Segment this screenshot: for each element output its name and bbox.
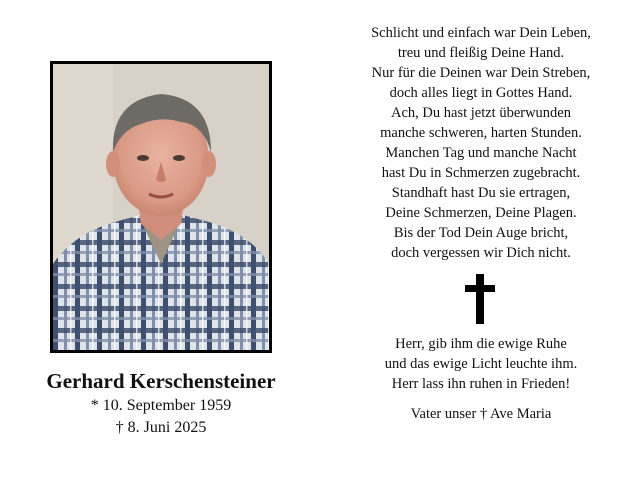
- poem-line: Manchen Tag und manche Nacht: [385, 145, 577, 161]
- poem-line: Schlicht und einfach war Dein Leben,: [371, 25, 591, 41]
- latin-cross-icon: [462, 274, 498, 324]
- deceased-name: Gerhard Kerschensteiner: [46, 369, 276, 393]
- poem-line: Ach, Du hast jetzt überwunden: [391, 105, 571, 121]
- poem-line: Standhaft hast Du sie ertragen,: [391, 185, 571, 201]
- poem-line: hast Du in Schmerzen zugebracht.: [381, 165, 581, 181]
- poem-line: Nur für die Deinen war Dein Streben,: [371, 65, 591, 81]
- birth-date: * 10. September 1959: [90, 397, 232, 414]
- portrait-photo-frame: [50, 61, 272, 353]
- prayer-text: [322, 334, 640, 394]
- poem-line: manche schweren, harten Stunden.: [380, 125, 582, 141]
- portrait-illustration: [53, 64, 269, 350]
- deceased-info: [0, 367, 322, 439]
- poem-line: Bis der Tod Dein Auge bricht,: [393, 225, 569, 241]
- poem-line: Deine Schmerzen, Deine Plagen.: [385, 205, 577, 221]
- portrait-photo: [53, 64, 269, 350]
- poem-line: doch alles liegt in Gottes Hand.: [389, 85, 573, 101]
- prayer-line: Herr lass ihn ruhen in Frieden!: [391, 376, 571, 392]
- memorial-poem: [322, 23, 640, 263]
- poem-line: treu und fleißig Deine Hand.: [397, 45, 565, 61]
- prayer-line: und das ewige Licht leuchte ihm.: [384, 356, 578, 372]
- poem-line: doch vergessen wir Dich nicht.: [391, 245, 571, 261]
- death-date: † 8. Juni 2025: [115, 419, 207, 436]
- prayer-closing: Vater unser † Ave Maria: [410, 406, 552, 422]
- prayer-line: Herr, gib ihm die ewige Ruhe: [395, 336, 567, 352]
